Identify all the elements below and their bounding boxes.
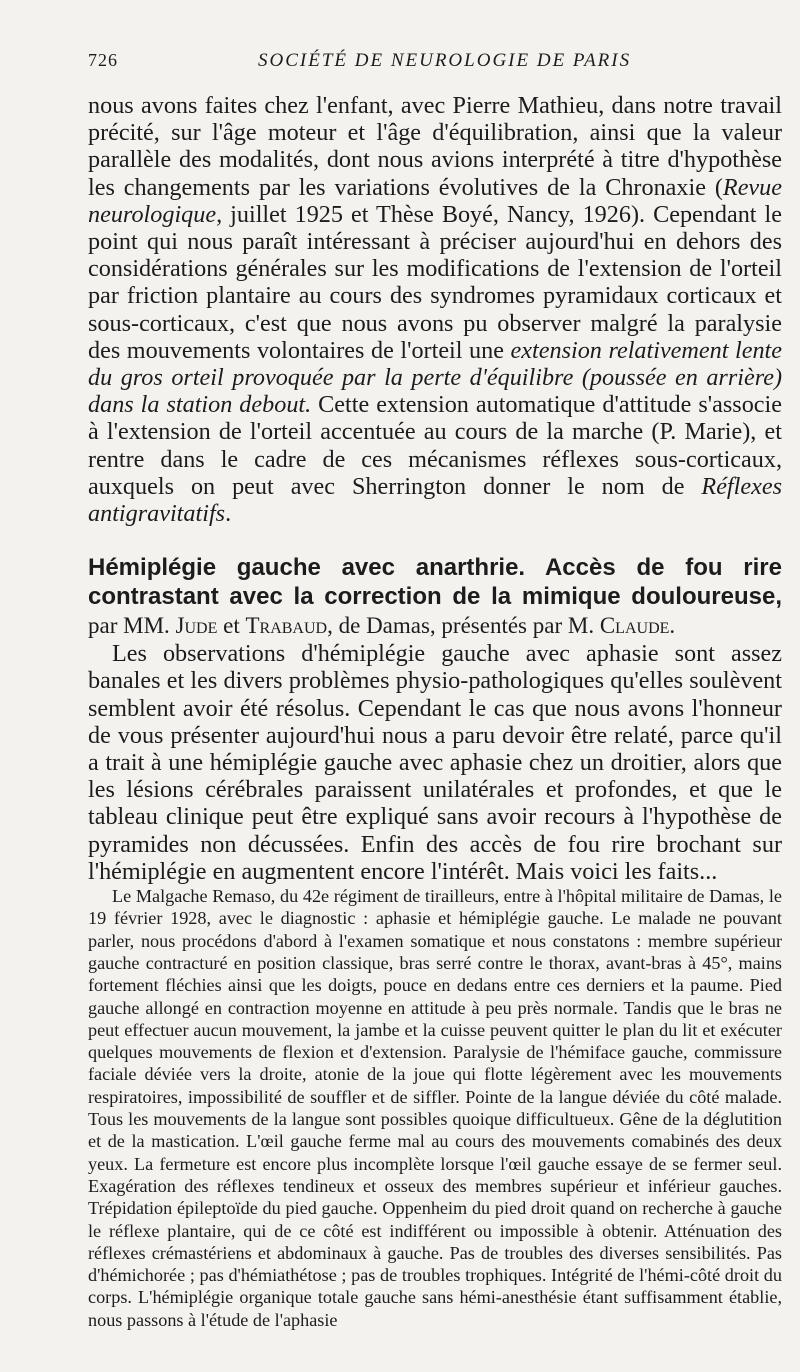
body-text bbox=[88, 92, 782, 1331]
byline-text: , de Damas, présentés par M. bbox=[327, 613, 600, 639]
page-number: 726 bbox=[88, 50, 118, 70]
journal-citation: Revue neurologique, bbox=[88, 173, 782, 228]
introduction-paragraph: Les observations d'hémiplégie gauche avec aphasie sont assez banales et les divers problèmes physio-pathologiques qu'elles soulèvent semblent avoir été résolus. Cependant le cas que nous avons l'honneur de vous présenter aujourd'hui nous a paru devoir être relaté, parce qu'il a trait à une hémiplégie gauche avec aphasie chez un droitier, alors que les lésions cérébrales paraissent unilatérales et profondes, et que le tableau clinique peut être expliqué sans avoir recours à l'hypothèse de pyramides non décussées. Enfin des accès de fou rire brochant sur l'hémiplégie en augmentent encore l'intérêt. Mais voici les faits... bbox=[88, 640, 782, 885]
text-run: Cette extension automatique d'attitude s'associe à l'extension de l'orteil accentuée au cours de la marche (P. Marie), et rentre dans le cadre de ces mécanismes réflexes sous-corticaux, auxquels on peut avec Sherrington donner le nom de bbox=[88, 391, 782, 500]
text-run: nous avons faites chez l'enfant, avec Pierre Mathieu, dans notre travail précité, sur l'âge moteur et l'âge d'équilibration, ainsi que la valeur parallèle des modalités, dont nous avions interprété à titre d'hypothèse les changements par les variations évolutives de la Chronaxie ( bbox=[88, 92, 782, 201]
running-title: SOCIÉTÉ DE NEUROLOGIE DE PARIS bbox=[258, 50, 632, 71]
section-heading bbox=[88, 553, 782, 640]
case-report-paragraph: Le Malgache Remaso, du 42e régiment de tirailleurs, entre à l'hôpital militaire de Damas, le 19 février 1928, avec le diagnostic : aphasie et hémiplégie gauche. Le malade ne pouvant parler, nous procédons d'abord à l'examen somatique et nous constatons : membre supérieur gauche contracturé en position classique, bras serré contre le thorax, avant-bras à 45°, mains fortement fléchies ainsi que les doigts, pouce en dedans entre ces derniers et la paume. Pied gauche allongé en contraction moyenne en attitude à peu près normale. Tandis que le bras ne peut effectuer aucun mouvement, la jambe et la cuisse peuvent quitter le plan du lit et exécuter quelques mouvements de flexion et d'extension. Paralysie de l'hémiface gauche, commissure faciale déviée vers la droite, atonie de la joue qui flotte légèrement avec les mouvements respiratoires, impossibilité de souffler et de siffler. Pointe de la langue déviée du côté malade. Tous les mouvements de la langue sont possibles quoique difficultueux. Gêne de la déglutition et de la mastication. L'œil gauche ferme mal au cours des mouvements comabinés des deux yeux. La fermeture est encore plus incomplète lorsque l'œil gauche essaye de se fermer seul. Exagération des réflexes tendineux et osseux des membres supérieur et inférieur gauches. Trépidation épileptoïde du pied gauche. Oppenheim du pied droit quand on recherche à gauche le réflexe plantaire, qui de ce côté est indifférent ou impossible à obtenir. Atténuation des réflexes crémastériens et abdominaux à gauche. Pas de troubles des diverses sensibilités. Pas d'hémichorée ; pas d'hémiathétose ; pas de troubles trophiques. Intégrité de l'hémi-côté droit du corps. L'hémiplégie organique totale gauche sans hémi-anesthésie étant suffisamment établie, nous passons à l'étude de l'aphasie bbox=[88, 886, 782, 1330]
paragraph-continued bbox=[88, 92, 782, 527]
byline-text: et bbox=[217, 613, 246, 639]
author-name: Trabaud bbox=[245, 613, 328, 639]
text-run: juillet 1925 et Thèse Boyé, Nancy, 1926). Cependant le point qui nous paraît intéressant à préciser aujourd'hui en dehors des considérations générales sur les modifications de l'extension de l'orteil par friction plantaire au cours des syndromes pyramidaux corticaux et sous-corticaux, c'est que nous avons pu observer malgré la paralysie des mouvements volontaires de l'orteil une bbox=[88, 200, 782, 364]
byline-text: par MM. bbox=[88, 613, 176, 639]
reflex-term: Réflexes antigravitatifs bbox=[88, 472, 782, 528]
byline bbox=[88, 613, 675, 638]
page-header bbox=[88, 48, 760, 78]
author-name: Jude bbox=[175, 613, 218, 639]
section-title: Hémiplégie gauche avec anarthrie. Accès de fou rire contrastant avec la correction de la mimique douloureuse, bbox=[88, 554, 782, 611]
presenter-name: Claude bbox=[599, 613, 670, 639]
text-run: . bbox=[225, 500, 232, 528]
emphasized-finding: extension relativement lente du gros orteil provoquée par la perte d'équilibre (poussée en arrière) dans la station debout. bbox=[88, 336, 782, 419]
byline-text: . bbox=[669, 613, 676, 639]
